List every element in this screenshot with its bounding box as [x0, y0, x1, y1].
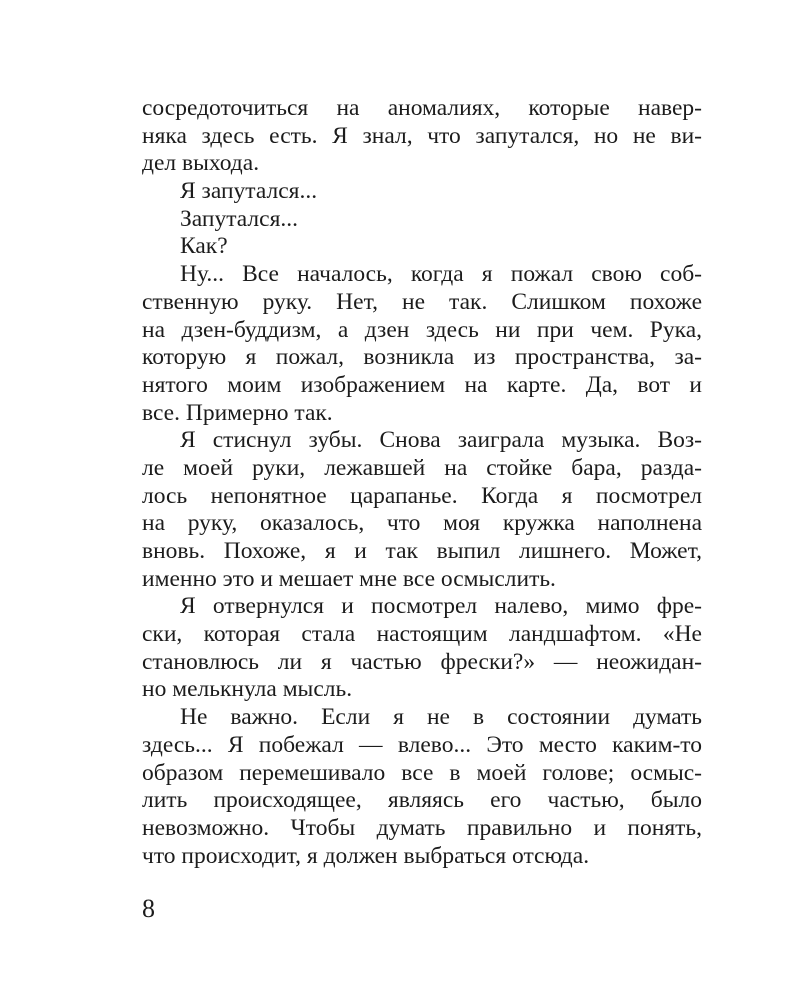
text-line: но мелькнула мысль. — [142, 676, 353, 703]
text-line: на руку, оказалось, что моя кружка наполнена — [142, 510, 702, 537]
text-line: невозможно. Чтобы думать правильно и понять, — [142, 814, 702, 841]
text-line: здесь... Я побежал — влево... Это место каким-то — [142, 731, 702, 758]
text-line: Запутался... — [180, 205, 299, 232]
body-text — [142, 95, 702, 870]
text-line: именно это и мешает мне все осмыслить. — [142, 565, 556, 592]
paragraph — [142, 704, 702, 870]
text-line: Не важно. Если я не в состоянии думать — [180, 704, 702, 731]
text-line: Я отвернулся и посмотрел налево, мимо фре- — [180, 593, 702, 620]
text-line: все. Примерно так. — [142, 399, 333, 426]
text-line: лось непонятное царапанье. Когда я посмотрел — [142, 482, 702, 509]
text-line: вновь. Похоже, я и так выпил лишнего. Может, — [142, 538, 702, 564]
text-line: ственную руку. Нет, не так. Слишком похоже — [142, 288, 702, 315]
paragraph — [142, 261, 702, 427]
text-line: ски, которая стала настоящим ландшафтом. «Не — [142, 621, 702, 648]
text-line: становлюсь ли я частью фрески?» — неожидан- — [142, 648, 702, 675]
paragraph — [142, 178, 702, 206]
text-line: дел выхода. — [142, 150, 260, 177]
text-line: нятого моим изображением на карте. Да, вот и — [142, 371, 702, 398]
paragraph — [142, 95, 702, 178]
text-line: образом перемешивало все в моей голове; осмыс- — [142, 759, 702, 786]
paragraph — [142, 233, 702, 261]
text-line: Я стиснул зубы. Снова заиграла музыка. Воз- — [180, 427, 702, 454]
text-line: лить происходящее, являясь его частью, было — [142, 787, 702, 814]
paragraph — [142, 427, 702, 593]
text-line: Ну... Все началось, когда я пожал свою соб- — [180, 261, 702, 288]
paragraph — [142, 206, 702, 234]
text-line: Я запутался... — [180, 178, 318, 205]
page-number: 8 — [142, 894, 155, 923]
text-line: няка здесь есть. Я знал, что запутался, но не ви- — [142, 122, 702, 149]
text-line: что происходит, я должен выбраться отсюда. — [142, 842, 590, 869]
paragraph — [142, 593, 702, 704]
text-line: которую я пожал, возникла из пространства, за- — [142, 344, 702, 371]
text-line: ле моей руки, лежавшей на стойке бара, разда- — [142, 454, 702, 481]
text-line: Как? — [180, 233, 228, 260]
text-line: на дзен-буддизм, а дзен здесь ни при чем. Рука, — [142, 316, 702, 343]
text-line: сосредоточиться на аномалиях, которые навер- — [142, 95, 702, 121]
